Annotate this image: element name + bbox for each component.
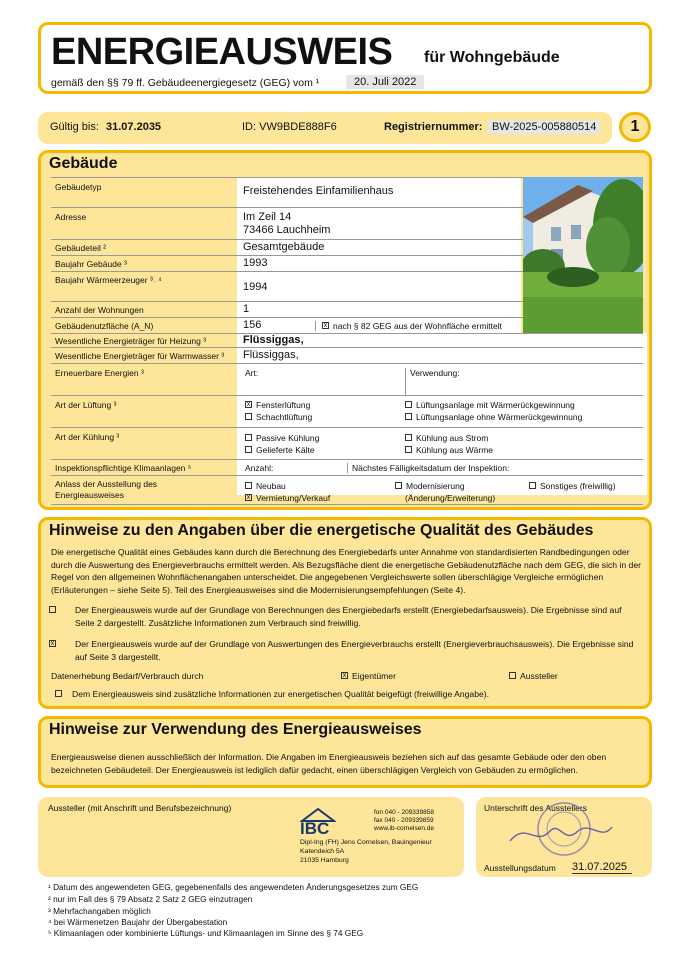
row-lueftung: Art der Lüftung ³ x Fensterlüftung Schachtlüftung Lüftungsanlage mit Wärmerückgewinnung Lüftungsanlage ohne Wärmerückgewinnung bbox=[51, 395, 643, 427]
row-erneuerbare: Erneuerbare Energien ³ Art: Verwendung: bbox=[51, 363, 643, 395]
zusatz-checkbox[interactable] bbox=[55, 690, 62, 697]
signature-label: Unterschrift des Ausstellers bbox=[484, 803, 587, 813]
row-warmwasser: Wesentliche Energieträger für Warmwasser ³ Flüssiggas, bbox=[51, 347, 643, 363]
eigentuemer-checkbox[interactable]: x bbox=[342, 672, 347, 680]
hinweise-title: Hinweise zu den Angaben über die energetische Qualität des Gebäudes bbox=[49, 522, 594, 539]
row-nutzflaeche: Gebäudenutzfläche (A_N) 156 x nach § 82 GEG aus der Wohnfläche ermittelt bbox=[51, 317, 643, 333]
aussteller-label: Aussteller (mit Anschrift und Berufsbezeichnung) bbox=[48, 803, 232, 813]
row-kuehlung: Art der Kühlung ³ Passive Kühlung Gelieferte Kälte Kühlung aus Strom Kühlung aus Wärme bbox=[51, 427, 643, 459]
verwendung-title: Hinweise zur Verwendung des Energieausweises bbox=[49, 721, 422, 738]
row-gebaeudeteil: Gebäudeteil ² Gesamtgebäude bbox=[51, 239, 643, 255]
signature-seal-icon bbox=[506, 801, 616, 857]
verwendung-section bbox=[38, 716, 652, 788]
lueftung-mit-wrg-checkbox[interactable] bbox=[405, 401, 412, 408]
doc-title-suffix: für Wohngebäude bbox=[424, 49, 560, 66]
footnote-5: ⁵ Klimaanlagen oder kombinierte Lüftungs- und Klimaanlagen im Sinne des § 74 GEG bbox=[48, 928, 364, 938]
lueftung-schacht-checkbox[interactable] bbox=[245, 413, 252, 420]
aussteller-box bbox=[38, 797, 464, 877]
nutzflaeche-checkbox[interactable]: x bbox=[323, 322, 328, 330]
row-baujahr-gebaeude: Baujahr Gebäude ³ 1993 bbox=[51, 255, 643, 271]
ibc-logo-text: IBC bbox=[300, 819, 330, 838]
datenerhebung-row: Datenerhebung Bedarf/Verbrauch durch x Eigentümer Aussteller bbox=[51, 671, 558, 681]
date-value: 31.07.2025 bbox=[572, 861, 632, 874]
building-section bbox=[38, 150, 652, 510]
kuehlung-passiv-checkbox[interactable] bbox=[245, 434, 252, 441]
signature-box bbox=[476, 797, 652, 877]
id-label: ID: VW9BDE888F6 bbox=[242, 121, 337, 133]
date-label: Ausstellungsdatum bbox=[484, 863, 556, 873]
lueftung-ohne-wrg-checkbox[interactable] bbox=[405, 413, 412, 420]
lueftung-fenster-checkbox[interactable]: x bbox=[246, 401, 251, 409]
kuehlung-kaelte-checkbox[interactable] bbox=[245, 446, 252, 453]
row-adresse: Adresse Im Zeil 14 73466 Lauchheim bbox=[51, 207, 643, 239]
reg-label: Registriernummer: bbox=[384, 121, 483, 133]
row-anzahl-wohnungen: Anzahl der Wohnungen 1 bbox=[51, 301, 643, 317]
aussteller-checkbox[interactable] bbox=[509, 672, 516, 679]
row-klimaanlagen: Inspektionspflichtige Klimaanlagen ⁵ Anzahl: Nächstes Fälligkeitsdatum der Inspektion: bbox=[51, 459, 643, 475]
building-title: Gebäude bbox=[49, 155, 118, 172]
hinweise-intro: Die energetische Qualität eines Gebäudes kann durch die Berechnung des Energiebedarfs unter Annahme von standardisierten Randbedingungen oder durch die Auswertung des Energieverbrauchs ermittelt werden. Als Bezugsfläche dient die energetische Gebäudenutzfläche nach dem GEG, die sich in der Regel von den allgemeinen Wohnflächenangaben unterscheidet. Die angegebenen Vergleichswerte sollen überschlägige Vergleiche ermöglichen (Erläuterungen – siehe Seite 5). Teil des Energieausweises sind die Modernisierungsempfehlungen (Seite 4). bbox=[51, 547, 641, 595]
footnote-2: ² nur im Fall des § 79 Absatz 2 Satz 2 GEG einzutragen bbox=[48, 894, 253, 904]
valid-label: Gültig bis: bbox=[50, 121, 99, 133]
building-photo bbox=[523, 177, 643, 333]
footnote-4: ⁴ bei Wärmenetzen Baujahr der Übergabestation bbox=[48, 917, 228, 927]
row-anlass: Anlass der Ausstellung des Energieausweises Neubau x Vermietung/Verkauf Modernisierung (Änderung/Erweiterung) Sonstiges (freiwillig) bbox=[51, 475, 643, 505]
row-baujahr-waermeerzeuger: Baujahr Wärmeerzeuger ³˒ ⁴ 1994 bbox=[51, 271, 643, 301]
hinweise-section bbox=[38, 517, 652, 709]
footnote-3: ³ Mehrfachangaben möglich bbox=[48, 906, 151, 916]
footnote-1: ¹ Datum des angewendeten GEG, gegebenenfalls des angewendeten Änderungsgesetzes zum GEG bbox=[48, 882, 419, 892]
stamp: IBC fon 040 - 209339858 fax 040 - 209339859 www.ib-cornelsen.de Dipl-Ing (FH) Jens Cornelsen, Bauingenieur Katendeich 5A 21035 Hamburg bbox=[300, 809, 434, 864]
anlass-neubau-checkbox[interactable] bbox=[245, 482, 252, 489]
law-date: 20. Juli 2022 bbox=[346, 75, 424, 89]
row-heizung: Wesentliche Energieträger für Heizung ³ Flüssiggas, bbox=[51, 333, 643, 347]
zusatz-info-row: Dem Energieausweis sind zusätzliche Informationen zur energetischen Qualität beigefügt (freiwillige Angabe). bbox=[55, 688, 645, 701]
bedarf-checkbox[interactable] bbox=[49, 606, 56, 613]
page-number: 1 bbox=[619, 112, 651, 142]
anlass-modernisierung-checkbox[interactable] bbox=[395, 482, 402, 489]
anlass-vermietung-checkbox[interactable]: x bbox=[246, 494, 251, 502]
law-line: gemäß den §§ 79 ff. Gebäudeenergiegesetz (GEG) vom ¹ bbox=[51, 77, 320, 89]
verwendung-text: Energieausweise dienen ausschließlich der Information. Die Angaben im Energieausweis beziehen sich auf das gesamte Gebäude oder den oben bezeichneten Gebäudeteil. Der Energieausweis ist lediglich dafür gedacht, einen überschlägigen Vergleich von Gebäuden zu ermöglichen. bbox=[51, 752, 607, 775]
info-bar bbox=[38, 112, 612, 144]
hinweise-option-verbrauch-text: Der Energieausweis wurde auf der Grundlage von Auswertungen des Energieverbrauchs erstellt (Energieverbrauchsausweis). Die Ergebnisse sind auf Seite 3 dargestellt. bbox=[75, 639, 634, 662]
reg-value: BW-2025-005880514 bbox=[488, 120, 600, 134]
valid-value: 31.07.2035 bbox=[106, 121, 162, 133]
kuehlung-strom-checkbox[interactable] bbox=[405, 434, 412, 441]
kuehlung-waerme-checkbox[interactable] bbox=[405, 446, 412, 453]
row-gebaeudetyp: Gebäudetyp Freistehendes Einfamilienhaus bbox=[51, 177, 643, 207]
header-box bbox=[38, 22, 652, 94]
anlass-sonstiges-checkbox[interactable] bbox=[529, 482, 536, 489]
hinweise-option-bedarf-text: Der Energieausweis wurde auf der Grundlage von Berechnungen des Energiebedarfs erstellt (Energiebedarfsausweis). Die Ergebnisse sind auf Seite 2 dargestellt. Zusätzliche Informationen zum Verbrauch sind freiwillig. bbox=[75, 605, 622, 628]
doc-title: ENERGIEAUSWEIS bbox=[51, 31, 393, 73]
verbrauch-checkbox[interactable]: x bbox=[50, 640, 55, 648]
